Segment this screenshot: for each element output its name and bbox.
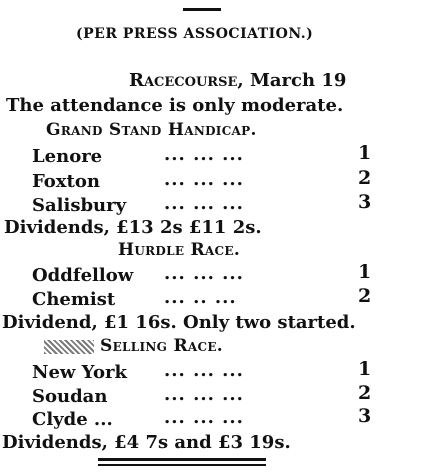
race-title: Hurdle Race. — [118, 240, 241, 260]
leader-dots: ... .. ... — [164, 287, 237, 308]
leader-dots: ... ... ... — [164, 407, 244, 428]
horse-name: Salisbury — [32, 195, 127, 216]
dividend-line: Dividend, £1 16s. Only two started. — [2, 312, 356, 333]
leader-dots: ... ... ... — [164, 263, 244, 284]
credit-line: (PER PRESS ASSOCIATION.) — [76, 26, 314, 42]
placing: 2 — [358, 285, 372, 307]
attendance-note: The attendance is only moderate. — [6, 95, 344, 116]
horse-name: Clyde ... — [32, 409, 113, 430]
placing: 1 — [358, 142, 372, 164]
result-row — [32, 405, 372, 433]
placing: 2 — [358, 382, 372, 404]
top-rule — [183, 8, 221, 11]
result-row — [32, 285, 372, 313]
placing: 3 — [358, 405, 372, 427]
result-row — [32, 142, 372, 170]
horse-name: Chemist — [32, 289, 116, 310]
dividend-line: Dividends, £13 2s £11 2s. — [4, 217, 262, 238]
result-row — [32, 167, 372, 195]
leader-dots: ... ... ... — [164, 360, 244, 381]
leader-dots: ... ... ... — [164, 144, 244, 165]
leader-dots: ... ... ... — [164, 193, 244, 214]
horse-name: New York — [32, 362, 127, 383]
horse-name: Soudan — [32, 386, 108, 407]
horse-name: Oddfellow — [32, 265, 134, 286]
result-row — [32, 191, 372, 219]
placing: 1 — [358, 261, 372, 283]
dateline — [129, 70, 346, 91]
race-title-line — [44, 336, 223, 356]
dateline-place: Racecourse, — [129, 70, 244, 91]
placing: 2 — [358, 167, 372, 189]
placing: 1 — [358, 358, 372, 380]
result-row — [32, 261, 372, 289]
horse-name: Lenore — [32, 146, 103, 167]
bottom-rule — [98, 464, 266, 466]
leader-dots: ... ... ... — [164, 169, 244, 190]
placing: 3 — [358, 191, 372, 213]
leader-dots: ... ... ... — [164, 384, 244, 405]
bottom-rule — [98, 458, 266, 461]
print-smudge — [44, 340, 94, 354]
dateline-date: March 19 — [249, 70, 347, 91]
horse-name: Foxton — [32, 171, 100, 192]
race-title: Selling Race. — [100, 336, 224, 356]
race-title: Grand Stand Handicap. — [46, 120, 257, 140]
dividend-line: Dividends, £4 7s and £3 19s. — [2, 432, 291, 453]
result-row — [32, 358, 372, 386]
